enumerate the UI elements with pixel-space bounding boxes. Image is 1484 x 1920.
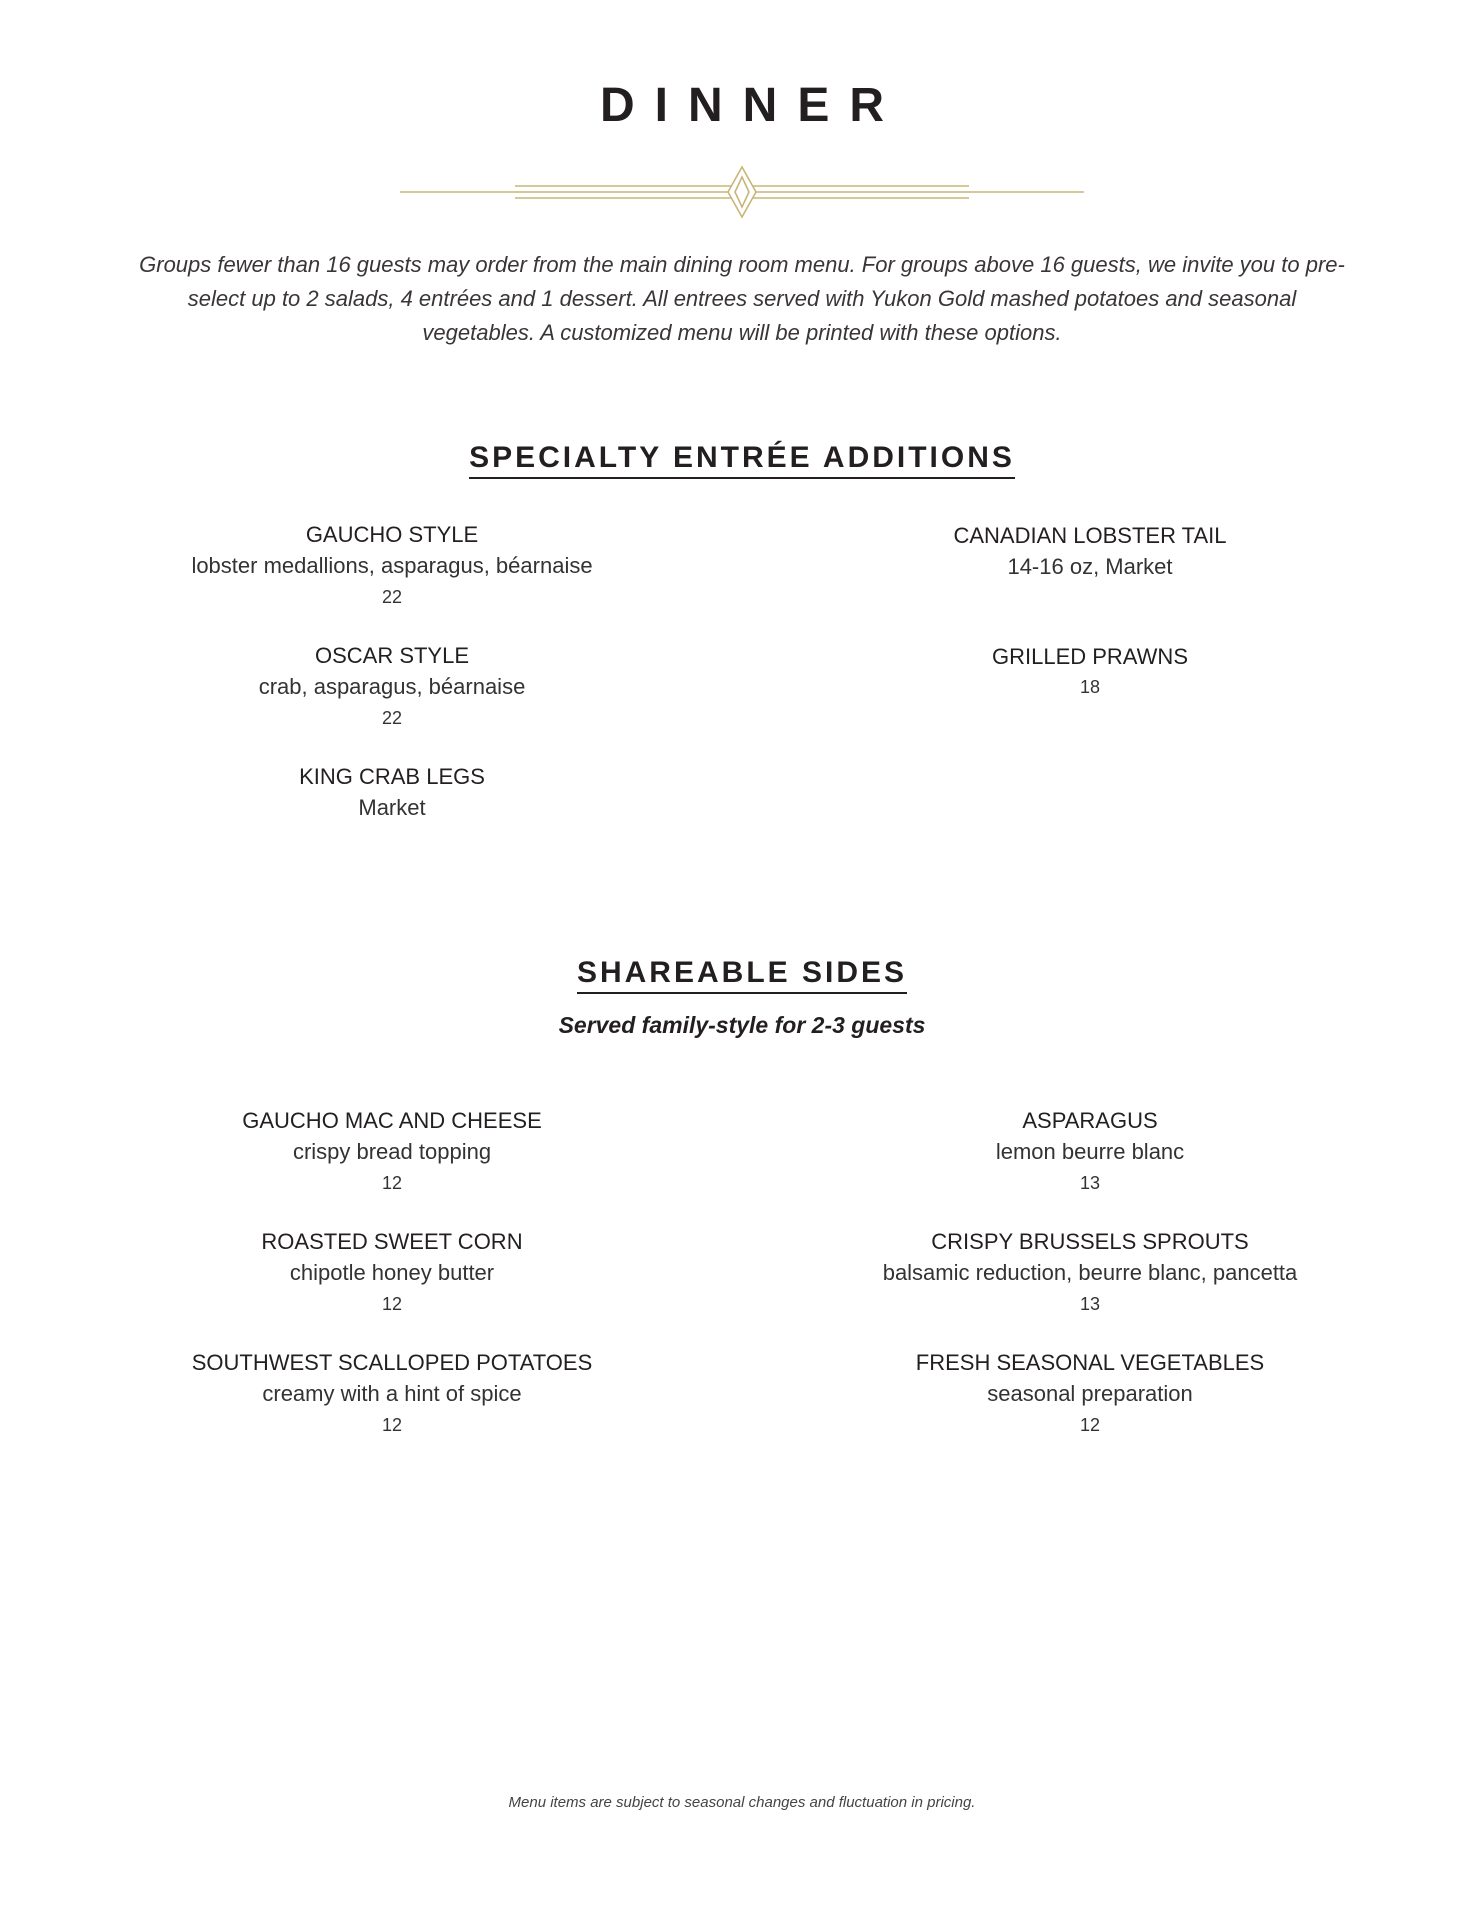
item-price: 12	[381, 1294, 403, 1314]
specialty-right-column	[740, 521, 1440, 702]
item-name: FRESH SEASONAL VEGETABLES	[915, 1350, 1265, 1375]
item-price: 18	[1079, 677, 1101, 697]
menu-item	[740, 1227, 1440, 1348]
sides-heading: SHAREABLE SIDES	[0, 955, 1484, 994]
item-name: SOUTHWEST SCALLOPED POTATOES	[191, 1350, 593, 1375]
item-description: lemon beurre blanc	[995, 1139, 1185, 1164]
item-name: CANADIAN LOBSTER TAIL	[953, 523, 1227, 548]
sides-right-column	[740, 1106, 1440, 1440]
page-title: DINNER	[599, 79, 904, 132]
item-price: 12	[381, 1173, 403, 1193]
sides-subheading: Served family-style for 2-3 guests	[558, 1012, 926, 1038]
menu-item	[42, 520, 742, 641]
menu-item	[42, 1348, 742, 1440]
specialty-left-column	[42, 520, 742, 824]
item-description: creamy with a hint of spice	[262, 1381, 522, 1406]
item-price: 12	[381, 1415, 403, 1435]
item-price: 13	[1079, 1173, 1101, 1193]
item-name: OSCAR STYLE	[314, 643, 470, 668]
item-name: GAUCHO STYLE	[305, 522, 479, 547]
intro-paragraph: Groups fewer than 16 guests may order from the main dining room menu. For groups above 16 guests, we invite you to pre-select up to 2 salads, 4 entrées and 1 dessert. All entrees served with Yukon Gold mashed potatoes and seasonal vegetables. A customized menu will be printed with these options.	[139, 252, 1345, 345]
item-price: 13	[1079, 1294, 1101, 1314]
specialty-heading: SPECIALTY ENTRÉE ADDITIONS	[0, 440, 1484, 479]
item-description: crispy bread topping	[292, 1139, 492, 1164]
item-name: GAUCHO MAC AND CHEESE	[242, 1108, 542, 1133]
item-price: 22	[381, 708, 403, 728]
item-description: seasonal preparation	[987, 1381, 1193, 1406]
art-deco-divider-icon	[400, 165, 1084, 219]
item-name: ASPARAGUS	[1022, 1108, 1158, 1133]
item-description: 14-16 oz, Market	[1007, 554, 1173, 579]
item-description: chipotle honey butter	[289, 1260, 495, 1285]
menu-item	[740, 1348, 1440, 1440]
menu-item	[42, 762, 742, 824]
item-price: 12	[1079, 1415, 1101, 1435]
item-description: lobster medallions, asparagus, béarnaise	[191, 553, 593, 578]
item-description: balsamic reduction, beurre blanc, pancetta	[882, 1260, 1298, 1285]
menu-item	[740, 521, 1440, 642]
item-name: KING CRAB LEGS	[299, 764, 485, 789]
item-description: Market	[358, 795, 426, 820]
item-description: crab, asparagus, béarnaise	[258, 674, 526, 699]
item-price: 22	[381, 587, 403, 607]
menu-item	[42, 1106, 742, 1227]
item-name: GRILLED PRAWNS	[991, 644, 1188, 669]
item-name: ROASTED SWEET CORN	[261, 1229, 523, 1254]
menu-item	[42, 641, 742, 762]
pricing-footnote: Menu items are subject to seasonal changes and fluctuation in pricing.	[508, 1794, 976, 1811]
sides-left-column	[42, 1106, 742, 1440]
menu-item	[740, 642, 1440, 702]
menu-item	[740, 1106, 1440, 1227]
item-name: CRISPY BRUSSELS SPROUTS	[931, 1229, 1249, 1254]
menu-item	[42, 1227, 742, 1348]
